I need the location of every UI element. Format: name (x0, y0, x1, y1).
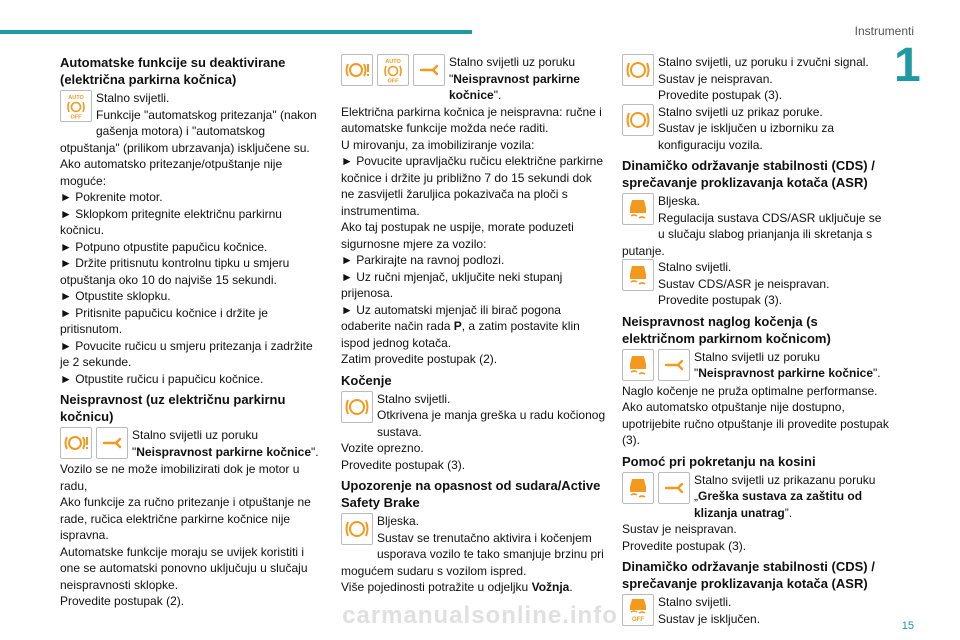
status-text: Stalno svijetli uz poruku "Neispravnost parkirne kočnice". (132, 428, 319, 459)
status-text: Stalno svijetli, uz poruku i zvučni signal. (658, 55, 869, 69)
heading-cds-asr: Dinamičko održavanje stabilnosti (CDS) / sprečavanje proklizavanja kotača (ASR) (622, 158, 875, 190)
icon-group (622, 193, 654, 225)
brake-warning-icon (341, 54, 373, 86)
heading-hill-start: Pomoć pri pokretanju na kosini (622, 453, 816, 469)
body-text: Ako funkcije za ručno pritezanje i otpuštanje ne rade, ručica električne parkirne kočnice nije ispravna. (60, 495, 311, 542)
auto-off-icon (377, 54, 409, 86)
body-text: Naglo kočenje ne pruža optimalne performanse. (622, 383, 878, 398)
body-text: Sustav je isključen. (658, 611, 761, 626)
heading-fault: Neispravnost (uz električnu parkirnu kočnicu) (60, 392, 286, 424)
icon-group (60, 427, 128, 459)
status-text: Stalno svijetli. (377, 391, 451, 406)
heading-cds-asr-off: Dinamičko održavanje stabilnosti (CDS) / sprečavanje proklizavanja kotača (ASR) (622, 559, 875, 591)
icon-group (622, 259, 654, 291)
body-text: Električna parkirna kočnica je neispravna: ručne i automatske funkcije možda neće raditi. (341, 104, 602, 135)
skid-car-icon (622, 349, 654, 381)
status-text: Bljeska. (377, 514, 420, 528)
skid-car-icon (622, 472, 654, 504)
body-text: Sustav je neispravan. (622, 522, 737, 536)
step-item: ► Uz ručni mjenjač, uključite neki stupanj prijenosa. (341, 269, 607, 302)
step-item: ► Sklopkom pritegnite električnu parkirnu kočnicu. (60, 206, 322, 239)
body-text: Provedite postupak (3). (658, 88, 783, 102)
collision-warning-icon (622, 104, 654, 136)
collision-warning-icon (341, 513, 373, 545)
column-right (622, 54, 890, 628)
body-text: Sustav je neispravan. (658, 71, 773, 86)
body-text: Vozilo se ne može imobilizirati dok je motor u radu, (60, 462, 300, 493)
wrench-icon (658, 472, 690, 504)
body-text: Sustav je isključen u izborniku za konfiguraciju vozila. (658, 121, 835, 152)
body-text: U mirovanju, za imobiliziranje vozila: (341, 137, 535, 152)
heading-auto-off: Automatske funkcije su deaktivirane (električna parkirna kočnica) (60, 55, 286, 87)
step-item: ► Otpustite sklopku. (60, 288, 322, 305)
column-left (60, 54, 322, 610)
icon-group (341, 391, 373, 423)
chapter-number: 1 (894, 39, 921, 92)
body-text: Automatske funkcije moraju se uvijek koristiti i one se automatski ponovno uključuju u slučaju neispravnosti sklopke. (60, 544, 308, 592)
status-text: Bljeska. (658, 194, 701, 208)
body-text: Otkrivena je manja greška u radu kočionog sustava. (377, 408, 606, 439)
step-item: ► Pritisnite papučicu kočnice i držite je pritisnutom. (60, 305, 322, 338)
step-item: ► Potpuno otpustite papučicu kočnice. (60, 239, 322, 256)
icon-group (60, 90, 92, 122)
icon-group (341, 513, 373, 545)
icon-group (622, 104, 654, 136)
step-item: ► Parkirajte na ravnoj podlozi. (341, 252, 607, 269)
status-text: Stalno svijetli uz poruku "Neispravnost parkirne kočnice". (694, 349, 881, 380)
body-text: Ako taj postupak ne uspije, morate poduzeti sigurnosne mjere za vozilo: (341, 220, 574, 251)
step-item: ► Držite pritisnutu kontrolnu tipku u smjeru otpuštanja oko 10 do najviše 15 sekundi. (60, 255, 322, 288)
body-text: Provedite postupak (3). (341, 457, 466, 472)
icon-group (622, 472, 690, 504)
body-text: Više pojedinosti potražite u odjeljku Vožnja. (341, 580, 573, 594)
brake-warning-icon (60, 427, 92, 459)
status-text: Stalno svijetli. (658, 260, 732, 274)
body-text: Provedite postupak (2). (60, 594, 185, 608)
body-text: Provedite postupak (3). (658, 293, 783, 307)
body-text: Ako automatsko pritezanje/otpuštanje nije moguće: (60, 157, 283, 188)
section-title: Instrumenti (854, 24, 914, 38)
status-text: Stalno svijetli uz prikazanu poruku „Greška sustava za zaštitu od klizanja unatrag”. (694, 472, 876, 520)
wrench-icon (96, 427, 128, 459)
status-text: Stalno svijetli. (96, 91, 170, 105)
body-text: Sustav se trenutačno aktivira i kočenjem usporava vozilo te tako smanjuje brzinu pri mogućem sudaru s vozilom ispred. (341, 530, 604, 578)
icon-group (622, 54, 654, 86)
wrench-icon (413, 54, 445, 86)
step-item: ► Povucite ručicu u smjeru pritezanja i zadržite je 2 sekunde. (60, 338, 322, 371)
status-text: Stalno svijetli. (658, 595, 732, 609)
status-text: Stalno svijetli uz prikaz poruke. (658, 104, 823, 119)
icon-group (341, 54, 445, 86)
step-item: ► Pokrenite motor. (60, 189, 322, 206)
skid-car-icon (622, 193, 654, 225)
body-text: Zatim provedite postupak (2). (341, 352, 498, 366)
body-text: Regulacija sustava CDS/ASR uključuje se u slučaju slabog prianjanja ili skretanja s putanje. (622, 210, 882, 258)
wrench-icon (658, 349, 690, 381)
header-accent-bar (0, 30, 472, 34)
step-item: ► Povucite upravljačku ručicu električne parkirne kočnice i držite ju približno 7 do 15 sekundi dok ne zasvijetli žaruljica pokazivača na ploči s instrumentima. (341, 153, 607, 219)
icon-group (622, 349, 690, 381)
step-item: ► Uz automatski mjenjač ili birač pogona odaberite način rada P, a zatim postavite klin ispod jednog kotača. (341, 302, 607, 352)
body-text: Sustav CDS/ASR je neispravan. (658, 276, 830, 291)
brake-icon (341, 391, 373, 423)
status-text: Stalno svijetli uz poruku "Neispravnost parkirne kočnice". (449, 55, 580, 102)
body-text: Funkcije "automatskog pritezanja" (nakon gašenja motora) i "automatskog otpuštanja" (prilikom ubrzavanja) isključene su. (60, 107, 317, 155)
auto-off-icon (60, 90, 92, 122)
body-text: Provedite postupak (3). (622, 538, 747, 553)
page-number: 15 (901, 620, 914, 632)
body-text: Vozite oprezno. (341, 441, 424, 455)
body-text: Ako automatsko otpuštanje nije dostupno, upotrijebite ručno otpuštanje ili provedite postupak (3). (622, 400, 889, 447)
heading-emergency-brake: Neispravnost naglog kočenja (s električnom parkirnom kočnicom) (622, 313, 831, 346)
column-middle (341, 54, 607, 596)
heading-collision: Upozorenje na opasnost od sudara/Active Safety Brake (341, 478, 601, 510)
collision-warning-icon (622, 54, 654, 86)
heading-brakes: Kočenje (341, 372, 392, 388)
step-item: ► Otpustite ručicu i papučicu kočnice. (60, 371, 322, 388)
watermark: carmanualsonline.info (342, 602, 618, 629)
skid-car-icon (622, 259, 654, 291)
